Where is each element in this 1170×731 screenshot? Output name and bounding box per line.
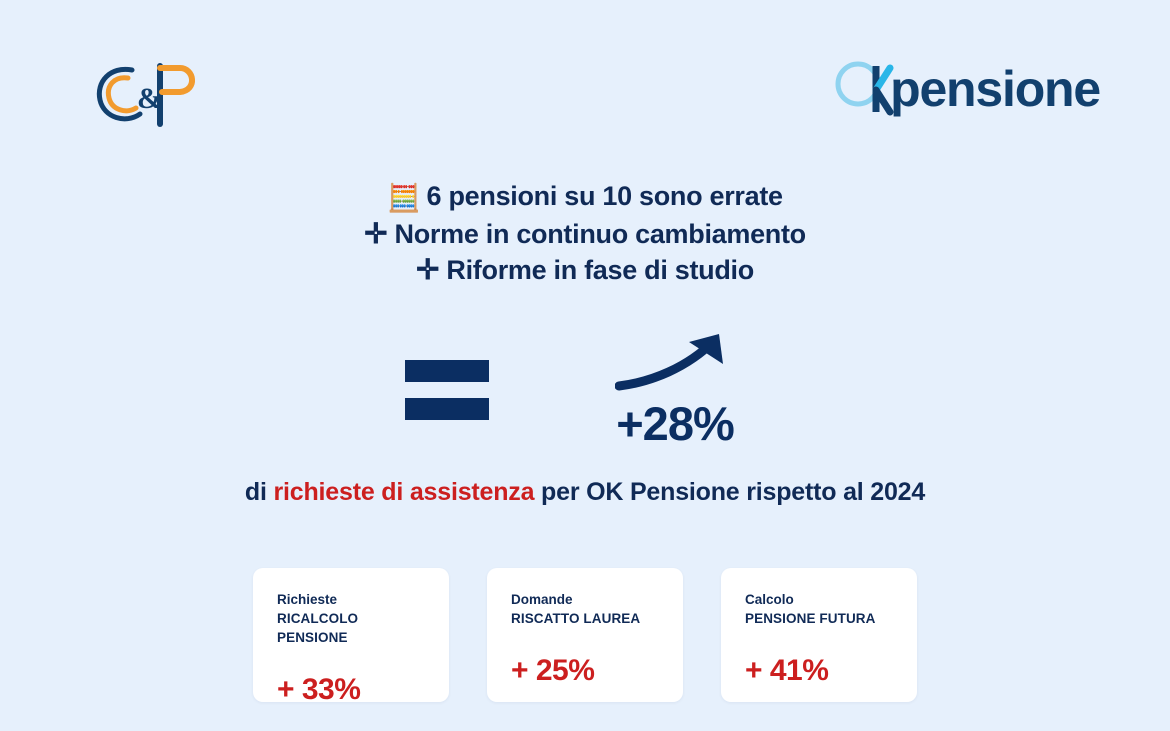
plus-icon: ✛ <box>416 254 440 285</box>
equals-bar-top <box>405 360 489 382</box>
stat-cards <box>0 568 1170 706</box>
headline-line-1 <box>0 178 1170 216</box>
subtitle-part-1: di <box>244 478 274 506</box>
stat-card-value: + 33% <box>277 673 361 706</box>
stat-card-value: + 41% <box>745 654 829 687</box>
growth-arrow-icon <box>585 330 765 392</box>
stat-card-caption-bottom: PENSIONE FUTURA <box>745 611 876 626</box>
cp-logo-icon <box>88 52 208 134</box>
headline-line-2 <box>0 216 1170 252</box>
headline-line-1-text: 6 pensioni su 10 sono errate <box>426 181 783 211</box>
stat-card-caption-top: Calcolo <box>745 592 794 607</box>
ok-mark-icon <box>832 60 894 118</box>
stat-card-caption-bottom: RISCATTO LAUREA <box>511 611 641 626</box>
svg-text:&: & <box>137 82 162 115</box>
headline-line-2-text: Norme in continuo cambiamento <box>394 219 806 249</box>
percent-group <box>585 330 765 450</box>
okpensione-logo-text: pensione <box>890 61 1100 117</box>
equals-bar-bottom <box>405 398 489 420</box>
stat-card-value: + 25% <box>511 654 595 687</box>
stat-card <box>721 568 917 702</box>
stat-card <box>253 568 449 706</box>
stat-card <box>487 568 683 702</box>
percent-value: +28% <box>616 397 734 450</box>
equals-symbol <box>405 360 489 420</box>
okpensione-logo <box>832 58 1100 120</box>
stat-card-caption-bottom: RICALCOLO PENSIONE <box>277 611 359 645</box>
stat-card-caption-top: Domande <box>511 592 573 607</box>
plus-icon: ✛ <box>364 218 388 249</box>
equation-row <box>0 330 1170 450</box>
headline-line-3 <box>0 252 1170 288</box>
cp-logo <box>88 52 208 134</box>
stat-card-caption-top: Richieste <box>277 592 338 607</box>
abacus-icon: 🧮 <box>387 183 421 213</box>
subtitle <box>0 478 1170 507</box>
headline-block <box>0 178 1170 288</box>
headline-line-3-text: Riforme in fase di studio <box>446 255 754 285</box>
subtitle-highlight: richieste di assistenza <box>273 478 535 506</box>
subtitle-part-2: per OK Pensione rispetto al 2024 <box>534 478 926 506</box>
